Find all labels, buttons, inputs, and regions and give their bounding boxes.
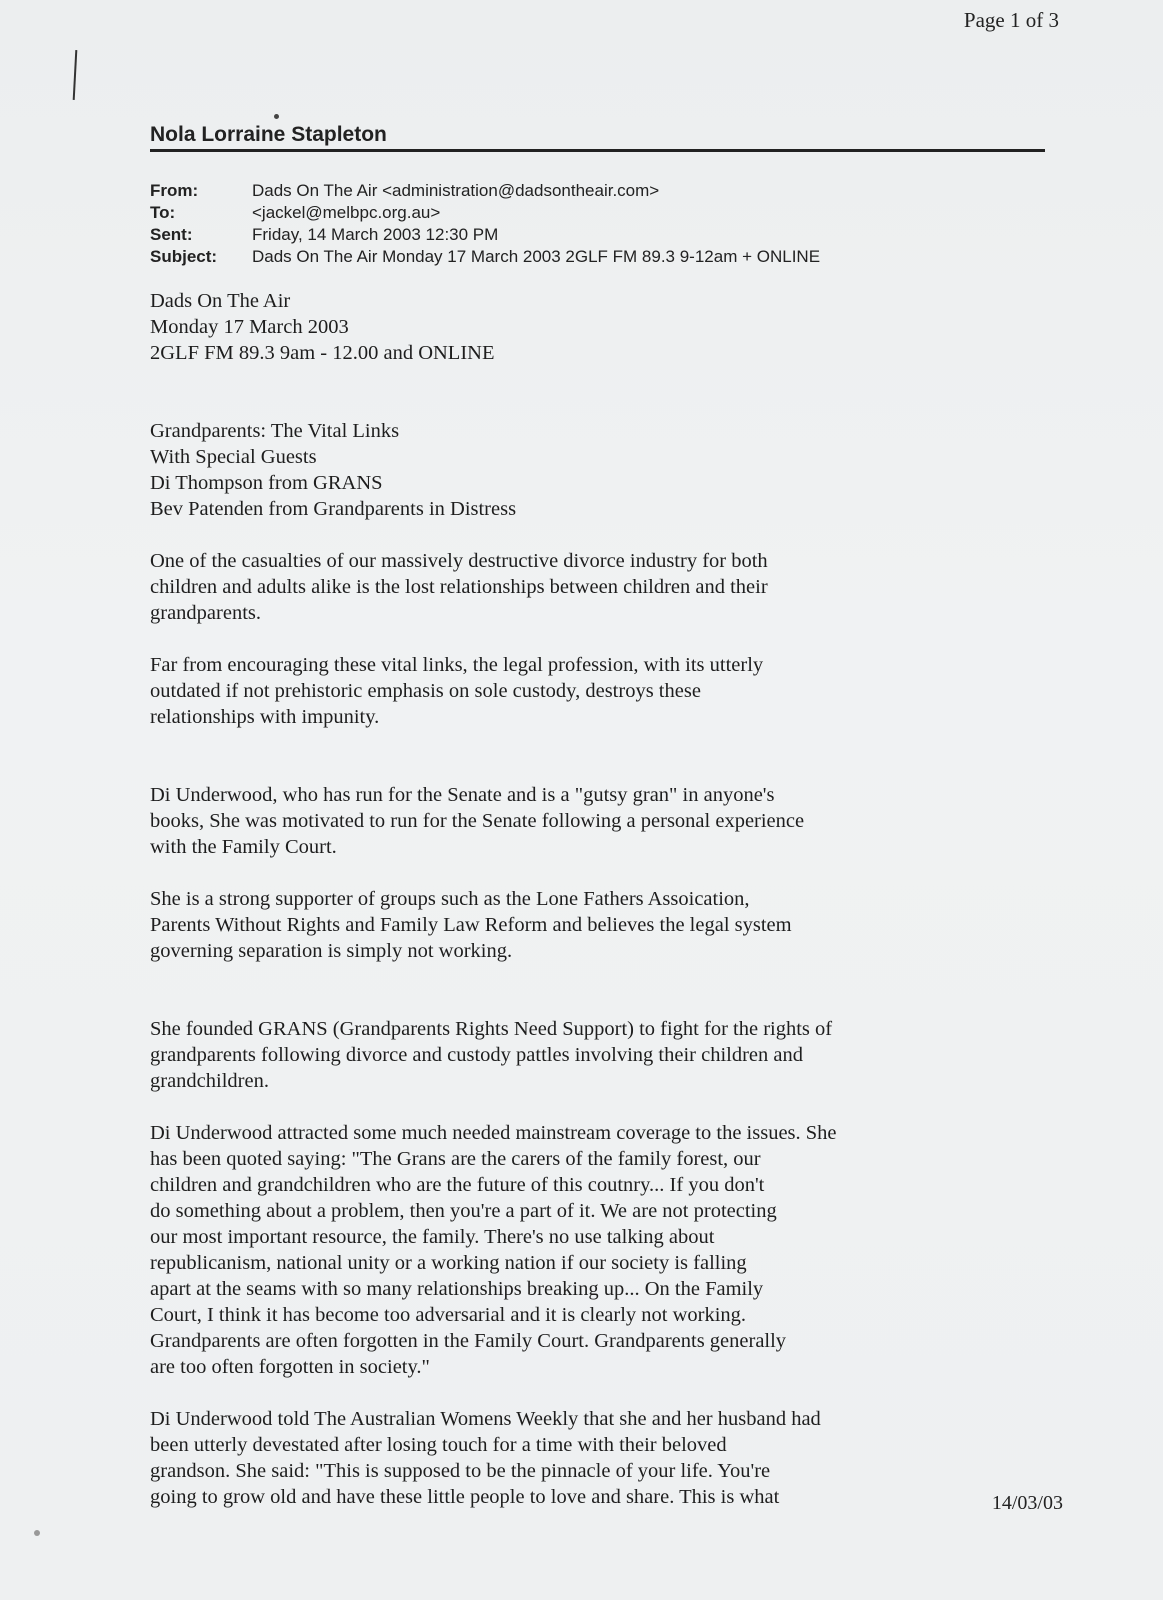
scan-speck — [274, 114, 279, 119]
scan-pen-mark — [73, 50, 78, 100]
scan-speck — [34, 1530, 40, 1536]
paragraph-line: republicanism, national unity or a working nation if our society is falling — [150, 1252, 747, 1274]
paragraph — [150, 1406, 1050, 1510]
paragraph-line: relationships with impunity. — [150, 706, 380, 728]
header-from-value: Dads On The Air <administration@dadsontheair.com> — [252, 181, 660, 200]
guest-line: With Special Guests — [150, 446, 317, 468]
paragraph-line: grandson. She said: "This is supposed to be the pinnacle of your life. You're — [150, 1460, 771, 1482]
paragraph — [150, 652, 1050, 730]
header-sent-label: Sent: — [150, 225, 193, 244]
guest-line: Bev Patenden from Grandparents in Distress — [150, 498, 517, 520]
footer-date: 14/03/03 — [991, 1492, 1063, 1514]
sender-name: Nola Lorraine Stapleton — [150, 123, 1045, 152]
paragraph-line: grandchildren. — [150, 1070, 269, 1092]
intro-line: 2GLF FM 89.3 9am - 12.00 and ONLINE — [150, 342, 495, 364]
paragraph-line: children and grandchildren who are the future of this coutnry... If you don't — [150, 1174, 765, 1196]
paragraph-line: been utterly devestated after losing touch for a time with their beloved — [150, 1434, 727, 1456]
paragraph-line: One of the casualties of our massively destructive divorce industry for both — [150, 550, 768, 572]
header-subject-label: Subject: — [150, 247, 218, 266]
paragraph-line: Di Underwood, who has run for the Senate and is a "gutsy gran" in anyone's — [150, 784, 775, 806]
email-body — [150, 288, 1050, 1536]
paragraph-line: our most important resource, the family. There's no use talking about — [150, 1226, 715, 1248]
paragraph-line: Parents Without Rights and Family Law Reform and believes the legal system — [150, 914, 792, 936]
paragraph-line: She founded GRANS (Grandparents Rights Need Support) to fight for the rights of — [150, 1018, 833, 1040]
header-sent-row — [150, 224, 820, 246]
paragraph-line: Grandparents are often forgotten in the Family Court. Grandparents generally — [150, 1330, 787, 1352]
paragraph-line: grandparents following divorce and custody pattles involving their children and — [150, 1044, 803, 1066]
paragraph-line: do something about a problem, then you're a part of it. We are not protecting — [150, 1200, 777, 1222]
paragraph-line: grandparents. — [150, 602, 261, 624]
header-subject-row — [150, 246, 820, 268]
intro-line: Monday 17 March 2003 — [150, 316, 349, 338]
paragraph — [150, 548, 1050, 626]
paragraph — [150, 886, 1050, 964]
page-number: Page 1 of 3 — [963, 8, 1059, 32]
header-from-row — [150, 180, 820, 202]
paragraph-line: has been quoted saying: "The Grans are the carers of the family forest, our — [150, 1148, 761, 1170]
paragraph — [150, 782, 1050, 860]
header-to-label: To: — [150, 203, 176, 222]
header-from-label: From: — [150, 181, 199, 200]
paragraph-line: with the Family Court. — [150, 836, 337, 858]
header-sent-value: Friday, 14 March 2003 12:30 PM — [252, 225, 499, 244]
header-to-value: <jackel@melbpc.org.au> — [252, 203, 441, 222]
paragraph-line: Far from encouraging these vital links, the legal profession, with its utterly — [150, 654, 764, 676]
header-to-row — [150, 202, 820, 224]
paragraph-line: governing separation is simply not working. — [150, 940, 513, 962]
paragraph-line: are too often forgotten in society." — [150, 1356, 430, 1378]
guest-line: Grandparents: The Vital Links — [150, 420, 400, 442]
intro-block — [150, 288, 1050, 366]
paragraph-line: books, She was motivated to run for the Senate following a personal experience — [150, 810, 805, 832]
paragraph — [150, 1120, 1050, 1380]
guest-line: Di Thompson from GRANS — [150, 472, 383, 494]
paragraph-line: outdated if not prehistoric emphasis on sole custody, destroys these — [150, 680, 701, 702]
paragraph-line: going to grow old and have these little people to love and share. This is what — [150, 1486, 780, 1508]
email-headers — [150, 180, 820, 268]
paragraph — [150, 1016, 1050, 1094]
guests-block — [150, 418, 1050, 522]
paragraph-line: Di Underwood told The Australian Womens Weekly that she and her husband had — [150, 1408, 821, 1430]
header-subject-value: Dads On The Air Monday 17 March 2003 2GLF FM 89.3 9-12am + ONLINE — [252, 247, 821, 266]
paragraph-line: Court, I think it has become too adversarial and it is clearly not working. — [150, 1304, 747, 1326]
paragraph-line: Di Underwood attracted some much needed mainstream coverage to the issues. She — [150, 1122, 837, 1144]
intro-line: Dads On The Air — [150, 290, 291, 312]
paragraph-line: She is a strong supporter of groups such as the Lone Fathers Assoication, — [150, 888, 750, 910]
paragraph-line: children and adults alike is the lost relationships between children and their — [150, 576, 768, 598]
paragraph-line: apart at the seams with so many relationships breaking up... On the Family — [150, 1278, 764, 1300]
